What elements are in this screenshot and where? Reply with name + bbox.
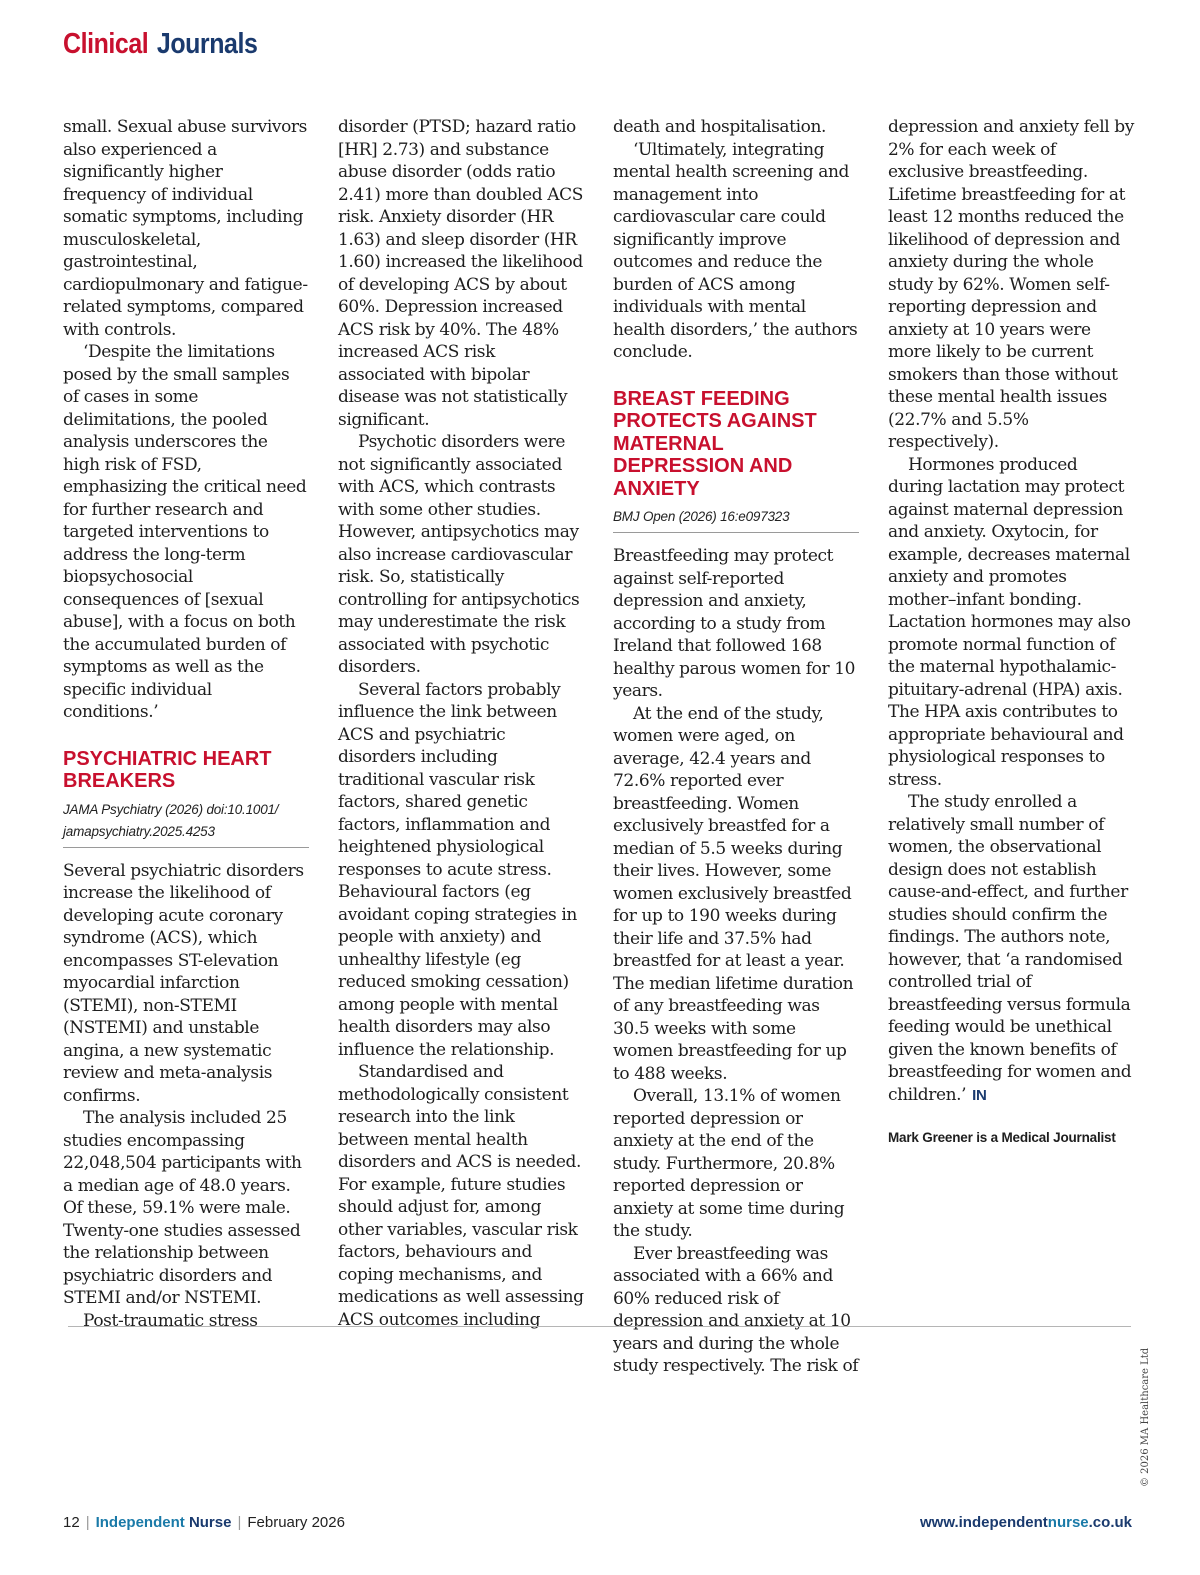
article-citation: JAMA Psychiatry (2026) doi:10.1001/ jamapsychiatry.2025.4253	[63, 801, 279, 839]
article-heading-psychiatric: PSYCHIATRIC HEART BREAKERS	[63, 747, 272, 792]
end-mark: IN	[972, 1086, 987, 1104]
footer-divider	[68, 1326, 1131, 1327]
website-link[interactable]: www.independentnurse.co.uk	[920, 1514, 1132, 1531]
column-2	[338, 116, 584, 1331]
paragraph: Psychotic disorders were not significantly associated with ACS, which contrasts with some other studies. However, antipsychotics may also increase cardiovascular risk. So, statistically controlling for antipsychotics may underestimate the risk associated with psychotic disorders.	[338, 432, 580, 677]
divider	[63, 847, 309, 848]
issue-date: February 2026	[247, 1514, 345, 1531]
paragraph: ‘Despite the limitations posed by the small samples of cases in some delimitations, the pooled analysis underscores the high risk of FSD, emphasizing the critical need for further research and targeted interventions to address the long-term biopsychosocial consequences of [sexual abuse], with a focus on both the accumulated burden of symptoms as well as the specific individual conditions.’	[63, 342, 307, 722]
paragraph: At the end of the study, women were aged, on average, 42.4 years and 72.6% reported ever breastfeeding. Women exclusively breastfed for a median of 5.5 weeks during their lives. However, some women exclusively breastfed for up to 190 weeks during their life and 37.5% had breastfed for at least a year. The median lifetime duration of any breastfeeding was 30.5 weeks with some women breastfeeding for up to 488 weeks.	[613, 703, 854, 1084]
paragraph: Breastfeeding may protect against self-reported depression and anxiety, according to a study from Ireland that followed 168 healthy parous women for 10 years.	[613, 546, 856, 701]
paragraph: disorder (PTSD; hazard ratio [HR] 2.73) and substance abuse disorder (odds ratio 2.41) more than doubled ACS risk. Anxiety disorder (HR 1.63) and sleep disorder (HR 1.60) increased the likelihood of developing ACS by about 60%. Depression increased ACS risk by 40%. The 48% increased ACS risk associated with bipolar disease was not statistically significant.	[338, 117, 583, 430]
footer-left: 12 | Independent Nurse | February 2026	[63, 1514, 345, 1531]
column-3	[613, 116, 859, 1378]
copyright-notice: © 2026 MA Healthcare Ltd	[1140, 1347, 1151, 1487]
paragraph: Hormones produced during lactation may protect against maternal depression and anxiety. Oxytocin, for example, decreases maternal anxiety and promotes mother–infant bonding. Lactation hormones may also promote normal function of the maternal hypothalamic-pituitary-adrenal (HPA) axis. The HPA axis contributes to appropriate behavioural and physiological responses to stress.	[888, 454, 1131, 790]
masthead-journals: Journals	[156, 28, 258, 60]
paragraph: depression and anxiety fell by 2% for each week of exclusive breastfeeding. Lifetime breastfeeding for at least 12 months reduced the likelihood of depression and anxiety during the whole study by 62%. Women self-reporting depression and anxiety at 10 years were more likely to be current smokers than those without these mental health issues (22.7% and 5.5% respectively).	[888, 117, 1134, 452]
paragraph: death and hospitalisation.	[613, 117, 827, 137]
paragraph: Overall, 13.1% of women reported depression or anxiety at the end of the study. Furthermore, 20.8% reported depression or anxiety at some time during the study.	[613, 1086, 845, 1241]
paragraph: Ever breastfeeding was associated with a 66% and 60% reduced risk of depression and anxiety at 10 years and during the whole study respectively. The risk of	[613, 1243, 859, 1376]
section-masthead	[63, 28, 257, 61]
paragraph: Several psychiatric disorders increase the likelihood of developing acute coronary syndrome (ACS), which encompasses ST-elevation myocardial infarction (STEMI), non-STEMI (NSTEMI) and unstable angina, a new systematic review and meta-analysis confirms.	[63, 860, 304, 1106]
paragraph: Post-traumatic stress	[83, 1310, 258, 1331]
paragraph: Standardised and methodologically consistent research into the link between mental health disorders and ACS is needed. For example, future studies should adjust for, among other variables, vascular risk factors, behaviours and coping mechanisms, and medications as well assessing ACS outcomes including	[338, 1062, 584, 1330]
author-byline: Mark Greener is a Medical Journalist	[888, 1130, 1116, 1145]
divider	[613, 532, 859, 533]
column-4	[888, 116, 1134, 1150]
paragraph: The analysis included 25 studies encompassing 22,048,504 participants with a median age of 48.0 years. Of these, 59.1% were male. Twenty-one studies assessed the relationship between psychiatric disorders and STEMI and/or NSTEMI.	[63, 1108, 302, 1308]
column-1	[63, 116, 309, 1332]
article-heading-breastfeeding: BREAST FEEDING PROTECTS AGAINST MATERNAL DEPRESSION AND ANXIETY	[613, 387, 817, 500]
page-number: 12	[63, 1514, 80, 1531]
brand-independent: Independent	[95, 1514, 185, 1531]
paragraph: The study enrolled a relatively small number of women, the observational design does not establish cause-and-effect, and further studies should confirm the findings. The authors note, however, that ‘a randomised controlled trial of breastfeeding versus formula feeding would be unethical given the known benefits of breastfeeding for women and children.’ IN	[888, 792, 1132, 1105]
brand-nurse: Nurse	[188, 1514, 232, 1531]
paragraph: Several factors probably influence the link between ACS and psychiatric disorders including traditional vascular risk factors, shared genetic factors, inflammation and heightened physiological responses to acute stress. Behavioural factors (eg avoidant coping strategies in people with anxiety) and unhealthy lifestyle (eg reduced smoking cessation) among people with mental health disorders may also influence the relationship.	[338, 679, 577, 1060]
masthead-clinical: Clinical	[63, 28, 149, 60]
paragraph: small. Sexual abuse survivors also experienced a significantly higher frequency of individual somatic symptoms, including musculoskeletal, gastrointestinal, cardiopulmonary and fatigue-related symptoms, compared with controls.	[63, 117, 308, 340]
paragraph: ‘Ultimately, integrating mental health screening and management into cardiovascular care could significantly improve outcomes and reduce the burden of ACS among individuals with mental health disorders,’ the authors conclude.	[613, 139, 858, 362]
article-citation: BMJ Open (2026) 16:e097323	[613, 509, 790, 524]
